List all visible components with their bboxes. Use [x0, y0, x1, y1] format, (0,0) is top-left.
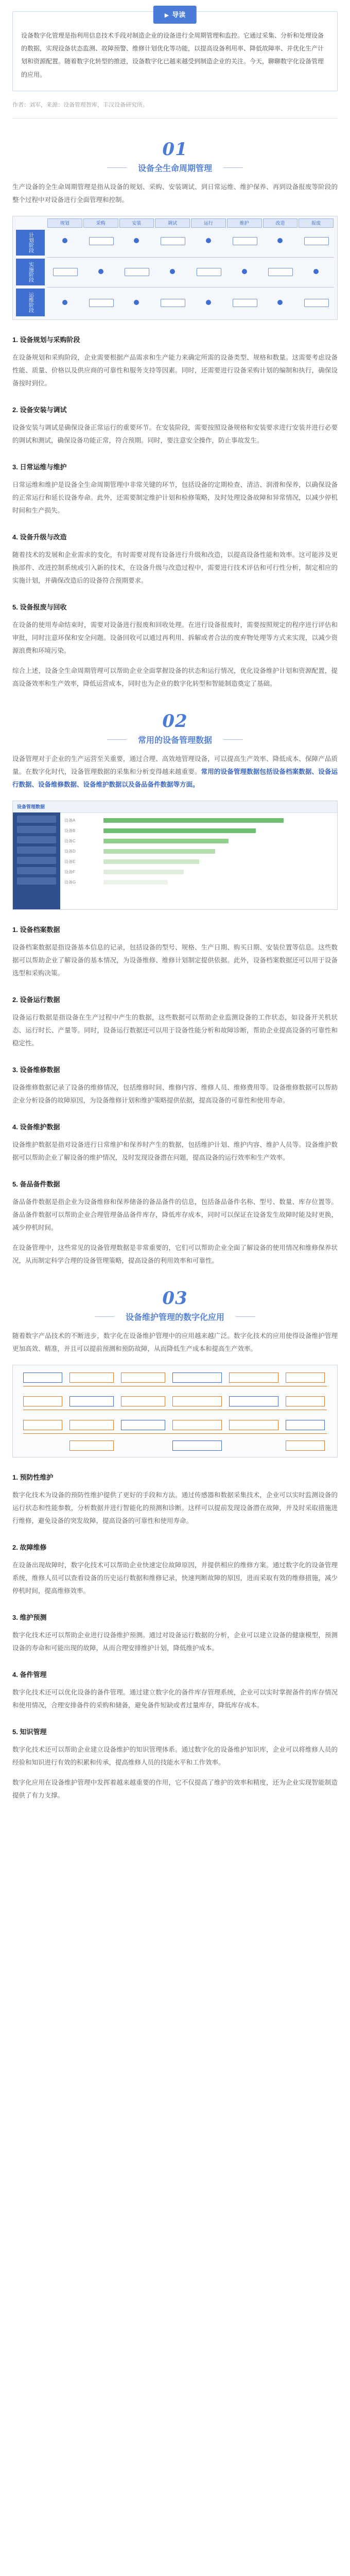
diagram-node	[53, 268, 78, 276]
item-text: 在设备规划和采购阶段，企业需要根据产品需求和生产能力来确定所需的设备类型、规格和数量。这需要考虑设备性能、质量、价格以及供应商的可靠性和服务支持等因素。同时，还需要进行设备采购计划的编制和执行，确保设备按时到位。	[12, 353, 338, 387]
diagram-node	[304, 237, 329, 245]
diagram-node	[134, 238, 139, 243]
diagram-node	[277, 238, 283, 243]
dashboard-screenshot	[12, 801, 338, 910]
section-number: 02	[162, 710, 188, 732]
bar-label: 设备G	[64, 880, 76, 885]
item-text: 设备维护数据是指对设备进行日常维护和保养时产生的数据，包括维护计划、维护内容、维护人员等。设备维护数据可以帮助企业了解设备的维护情况，及时发现设备潜在问题，提高设备的运行效率和生产效率。	[12, 1141, 338, 1161]
item-title: 1. 设备档案数据	[12, 925, 60, 934]
flow-box	[286, 1440, 325, 1451]
diagram-node	[62, 300, 67, 305]
section-intro: 生产设备的全生命周期管理是指从设备的规划、采购、安装调试、到日常运维、维护保养、再到设备报废等阶段的整个过程中对设备进行全面管理和控制。	[12, 183, 338, 204]
intro-section	[0, 0, 350, 91]
diagram-stage: 报废	[299, 218, 334, 228]
section-intro-text: 设备管理对于企业的生产运营至关重要，通过合理、高效地管理设备，可以提高生产效率、降低成本、保障产品质量。在数字化时代，设备管理数据的采集和分析变得越来越重要。	[12, 755, 338, 775]
bar-row	[64, 868, 333, 876]
diagram-node	[134, 300, 139, 305]
diagram-stage: 改造	[263, 218, 298, 228]
section-title: 设备维护管理的数字化应用	[114, 1311, 236, 1323]
bar	[103, 870, 184, 874]
maintenance-flow-diagram	[12, 1365, 338, 1458]
diagram-node	[233, 237, 257, 245]
diagram-stage: 规划	[47, 218, 82, 228]
diagram-node	[233, 299, 257, 307]
item-text: 设备维修数据记录了设备的维修情况，包括维修时间、维修内容、维修人员、维修费用等。设备维修数据可以帮助企业分析设备的故障原因，为设备维修计划和维护策略提供依据，提高设备的可靠性和使用寿命。	[12, 1083, 338, 1104]
diagram-stage: 安装	[119, 218, 154, 228]
diagram-node	[98, 269, 103, 274]
flow-box	[69, 1372, 114, 1383]
section-intro-highlight: 常用的设备管理数据包括设备档案数据、设备运行数据、设备维修数据、设备维护数据以及备品备件数据等方面。	[12, 768, 338, 788]
flow-box	[229, 1372, 278, 1383]
item-text: 日常运维和维护是设备全生命周期管理中非常关键的环节，包括设备的定期检查、清洁、润滑和保养，以确保设备的正常运行和延长设备寿命。此外，还需要制定维护计划和检修策略，及时处理设备故障和异常情况，以减少停机时间和生产损失。	[12, 481, 338, 514]
item-title: 1. 设备规划与采购阶段	[12, 335, 80, 344]
intro-tag	[153, 6, 197, 24]
intro-text: 设备数字化管理是指利用信息技术手段对制造企业的设备进行全周期管理和监控。它通过采集、分析和处理设备的数据，实现设备状态监测、故障预警、维修计划优化等功能，以提高设备利用率、降低故障率、并优化生产计划和资源配置。随着数字化转型的推进，设备数字化已越来越受到制造企业的关注。今天，聊聊数字化设备管理的应用。	[21, 32, 324, 78]
diagram-node	[313, 269, 319, 274]
item-title: 3. 设备维修数据	[12, 1065, 60, 1074]
summary-text: 综合上述，设备全生命周期管理可以帮助企业全面掌握设备的状态和运行情况，优化设备维护计划和资源配置，提高设备效率和生产效率，降低运营成本，同时也为企业的数字化转型和智能制造奠定了基础。	[12, 667, 338, 687]
section-items	[0, 924, 350, 1267]
flow-box	[172, 1440, 222, 1451]
flow-box	[172, 1396, 222, 1406]
bar-label: 设备B	[64, 828, 76, 834]
flow-box	[229, 1396, 278, 1406]
section-intro	[0, 753, 350, 791]
flow-box	[23, 1396, 62, 1406]
diagram-node	[197, 268, 221, 276]
section-01-header	[0, 118, 350, 174]
diagram-row-label: 运维阶段	[16, 289, 45, 316]
source-line: 作者：刘军，来源：设备管理智库，丰汉设备研究所。	[12, 101, 148, 108]
section-items	[0, 334, 350, 690]
flow-box	[286, 1396, 325, 1406]
section-number: 03	[162, 1287, 188, 1309]
item-title: 4. 设备维护数据	[12, 1123, 60, 1131]
flow-box	[286, 1372, 325, 1383]
flow-box	[69, 1440, 114, 1451]
diagram-row-label: 实施阶段	[16, 259, 45, 285]
intro-box	[12, 11, 338, 91]
item-title: 1. 预防性维护	[12, 1473, 54, 1481]
arrow-icon: ▶	[164, 12, 169, 19]
lifecycle-diagram	[12, 216, 338, 320]
flow-box	[121, 1372, 165, 1383]
bar	[103, 859, 199, 864]
bar-row	[64, 817, 333, 825]
item-text: 在设备出现故障时，数字化技术可以帮助企业快速定位故障原因，并提供相应的维修方案。通过数字化的设备管理系统，维修人员可以查看设备的历史运行数据和维修记录，快速判断故障的原因，进而采取有效的维修措施，减少停机时间，提高维修效率。	[12, 1561, 338, 1595]
diagram-divider	[47, 257, 334, 258]
diagram-node	[206, 238, 211, 243]
bar-label: 设备D	[64, 849, 76, 854]
bar	[103, 880, 168, 885]
item-title: 5. 设备报废与回收	[12, 603, 67, 611]
section-items	[0, 1472, 350, 1802]
diagram-stage: 调试	[155, 218, 190, 228]
bar-row	[64, 827, 333, 835]
item-text: 数字化技术还可以优化设备的备件管理。通过建立数字化的备件库存管理系统，企业可以实时掌握备件的库存情况和使用情况，合理安排备件的采购和储备，避免备件短缺或者过量库存，降低库存成本。	[12, 1688, 338, 1709]
bar	[103, 818, 284, 823]
intro-tag-label: 导读	[172, 11, 186, 19]
diagram-stage: 维护	[227, 218, 262, 228]
diagram-stage: 运行	[191, 218, 226, 228]
summary-text: 数字化应用在设备维护管理中发挥着越来越重要的作用，它不仅提高了维护的效率和精度，还为企业实现智能制造提供了有力支撑。	[12, 1778, 338, 1799]
dashboard-topbar: 设备管理数据	[13, 801, 337, 813]
section-title: 常用的设备管理数据	[127, 734, 223, 745]
flow-box	[286, 1420, 325, 1430]
item-text: 数字化技术还可以帮助企业进行设备维护预测。通过对设备运行数据的分析，企业可以建立设备的健康模型，预测设备的寿命和可能出现的故障，从而合理安排维护计划，降低维护成本。	[12, 1631, 338, 1652]
flow-box	[121, 1420, 165, 1430]
bar-row	[64, 837, 333, 845]
diagram-node	[304, 299, 329, 307]
bar-label: 设备A	[64, 818, 76, 823]
flow-box	[69, 1420, 114, 1430]
item-title: 3. 日常运维与维护	[12, 463, 67, 471]
item-text: 随着技术的发展和企业需求的变化，有时需要对现有设备进行升级和改造，以提高设备性能和效率。这可能涉及更换部件、改进控制系统或引入新的技术，在设备升级与改造过程中，需要进行技术评估和可行性分析，制定相应的实施计划，并确保改造后的设备符合预期要求。	[12, 551, 338, 584]
flow-box	[229, 1420, 278, 1430]
bar-row	[64, 848, 333, 856]
bar-label: 设备F	[64, 870, 75, 875]
diagram-node	[242, 269, 247, 274]
item-title: 5. 知识管理	[12, 1727, 47, 1736]
section-02-header	[0, 690, 350, 745]
diagram-node	[161, 237, 185, 245]
section-number: 01	[162, 139, 188, 160]
bar	[103, 828, 256, 833]
flow-box	[121, 1396, 165, 1406]
dashboard-main	[64, 817, 333, 905]
item-title: 2. 故障维修	[12, 1543, 47, 1551]
flow-box	[172, 1420, 222, 1430]
item-title: 4. 备件管理	[12, 1670, 47, 1679]
footer-space	[0, 1802, 350, 1818]
flow-connector	[23, 1433, 327, 1434]
bar-row	[64, 878, 333, 887]
flow-box	[172, 1372, 222, 1383]
dashboard-sidebar	[13, 812, 60, 909]
section-title: 设备全生命周期管理	[127, 162, 223, 174]
flow-box	[23, 1420, 62, 1430]
bar	[103, 839, 229, 843]
item-text: 数字化技术为设备的预防性维护提供了更好的手段和方法。通过传感器和数据采集技术，企业可以实时监测设备的运行状态和性能参数，分析数据并进行智能化的预测和诊断。这样可以提前发现设备潜在故障，并及时采取措施进行维修，避免设备的突发故障，提高设备的可靠性和使用寿命。	[12, 1491, 338, 1524]
item-text: 设备安装与调试是确保设备正常运行的重要环节。在安装阶段，需要按照设备规格和安装要求进行安装并进行必要的调试和测试，确保设备功能正常，符合预期。同时，要注意安全操作，防止事故发生。	[12, 423, 338, 444]
item-text: 备品备件数据是指企业为设备维修和保养储备的备品备件的信息，包括备品备件名称、型号、数量、库存位置等。备品备件数据可以帮助企业合理管理备品备件库存，降低库存成本，同时可以保证在设备发生故障时能及时更换，减少停机时间。	[12, 1198, 338, 1231]
item-title: 2. 设备运行数据	[12, 995, 60, 1004]
summary-text: 在设备管理中，这些常见的设备管理数据是非常重要的，它们可以帮助企业全面了解设备的使用情况和维修保养状况，从而制定科学合理的设备管理策略，提高设备的利用效率和可靠性。	[12, 1244, 338, 1264]
item-title: 4. 设备升级与改造	[12, 533, 67, 541]
bar-row	[64, 858, 333, 866]
diagram-node	[206, 300, 211, 305]
item-title: 2. 设备安装与调试	[12, 405, 67, 414]
diagram-stage: 采购	[83, 218, 118, 228]
diagram-node	[170, 269, 175, 274]
diagram-node	[277, 300, 283, 305]
item-text: 在设备的使用寿命结束时，需要对设备进行报废和回收处理。在进行设备报废时，需要按照规定的程序进行评估和审批，同时注意环保和安全问题。设备回收可以通过再利用、拆解或者合法的废弃物处理等方式来实现，以减少资源浪费和环境污染。	[12, 621, 338, 654]
diagram-node	[268, 268, 293, 276]
item-text: 数字化技术还可以帮助企业建立设备维护的知识管理体系。通过数字化的设备维护知识库，企业可以将维修人员的经验和知识进行有效的积累和传承，提高维修人员的技能水平和工作效率。	[12, 1745, 338, 1766]
diagram-node	[89, 237, 114, 245]
diagram-row-label: 计划阶段	[16, 230, 45, 256]
diagram-node	[89, 299, 114, 307]
item-text: 设备档案数据是指设备基本信息的记录，包括设备的型号、规格、生产日期、购买日期、安装位置等信息。这些数据可以帮助企业了解设备的基本情况，为设备维修、维修计划制定提供依据。此外，设备档案数据还可以用于设备选型和采购决策。	[12, 943, 338, 977]
dashboard-bar-chart	[64, 817, 333, 887]
bar-label: 设备C	[64, 839, 76, 844]
section-intro: 随着数字产品技术的不断进步，数字化在设备维护管理中的应用越来越广泛。数字化技术的应用使得设备维护管理更加高效、精准，并且可以提前预测和预防故障，从而降低生产成本和提高生产效率。	[12, 1332, 338, 1352]
section-03-header	[0, 1267, 350, 1323]
diagram-node	[161, 299, 185, 307]
item-title: 5. 备品备件数据	[12, 1180, 60, 1188]
bar	[103, 849, 215, 854]
diagram-node	[62, 238, 67, 243]
diagram-node	[125, 268, 149, 276]
bar-label: 设备E	[64, 859, 76, 865]
flow-box	[23, 1372, 62, 1383]
item-text: 设备运行数据是指设备在生产过程中产生的数据，这些数据可以帮助企业监测设备的工作状态，如设备开关机状态、运行时长、产量等。同时，设备运行数据还可以用于设备性能分析和故障诊断，帮助企业提高设备的可靠性和稳定性。	[12, 1013, 338, 1047]
flow-box	[69, 1396, 114, 1406]
item-title: 3. 维护预测	[12, 1613, 47, 1621]
